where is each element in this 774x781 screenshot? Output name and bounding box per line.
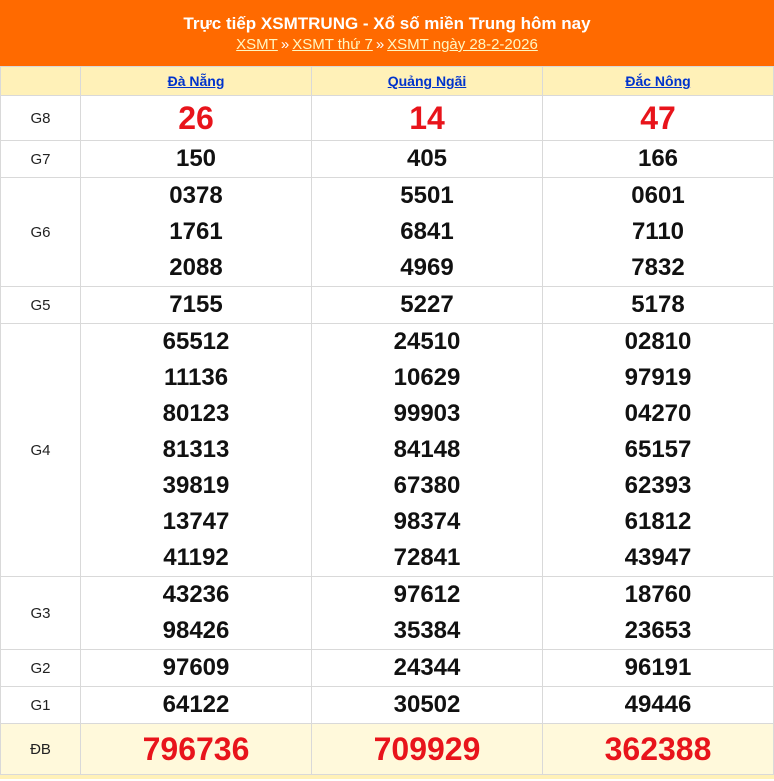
prize-number: 98374 — [393, 508, 461, 535]
prize-label: ĐB — [1, 724, 81, 775]
prize-number: 4969 — [400, 254, 454, 281]
province-header — [81, 67, 312, 96]
prize-cell — [543, 96, 774, 141]
prize-cell — [312, 287, 543, 324]
breadcrumb-xsmt-date[interactable]: XSMT ngày 28-2-2026 — [387, 36, 538, 53]
prize-number: 1761 — [169, 218, 223, 245]
results-table — [0, 66, 774, 775]
prize-number: 65512 — [162, 328, 230, 355]
prize-number: 362388 — [604, 731, 712, 767]
prize-row-đb — [1, 724, 774, 775]
results-header — [0, 0, 774, 66]
prize-cell — [312, 324, 543, 577]
province-link-dac-nong[interactable]: Đắc Nông — [625, 73, 691, 89]
prize-number: 65157 — [624, 436, 692, 463]
prize-number: 84148 — [393, 436, 461, 463]
prize-number: 7832 — [631, 254, 685, 281]
breadcrumb-separator: » — [375, 36, 385, 53]
prize-cell — [312, 687, 543, 724]
prize-number: 405 — [406, 145, 448, 172]
province-header — [312, 67, 543, 96]
prize-number: 35384 — [393, 617, 461, 644]
prize-cell — [543, 141, 774, 178]
prize-row-g2 — [1, 650, 774, 687]
breadcrumb-xsmt-thu7[interactable]: XSMT thứ 7 — [292, 36, 373, 53]
prize-number: 23653 — [624, 617, 692, 644]
prize-cell — [543, 287, 774, 324]
prize-number: 6841 — [400, 218, 454, 245]
province-link-quang-ngai[interactable]: Quảng Ngãi — [387, 73, 467, 89]
prize-cell — [312, 96, 543, 141]
prize-number: 796736 — [142, 731, 250, 767]
prize-number: 41192 — [163, 544, 229, 571]
breadcrumb-separator: » — [280, 36, 290, 53]
prize-number: 43236 — [162, 581, 230, 608]
prize-number: 0378 — [169, 182, 223, 209]
province-header — [543, 67, 774, 96]
prize-number: 13747 — [162, 508, 230, 535]
prize-number: 24344 — [393, 654, 461, 681]
prize-number: 81313 — [162, 436, 230, 463]
prize-label: G7 — [1, 141, 81, 178]
prize-number: 98426 — [162, 617, 230, 644]
province-link-da-nang[interactable]: Đà Nẵng — [167, 73, 225, 89]
prize-label: G3 — [1, 577, 81, 650]
prize-label: G8 — [1, 96, 81, 141]
prize-number: 39819 — [162, 472, 230, 499]
prize-number: 5501 — [400, 182, 454, 209]
prize-cell — [81, 178, 312, 287]
prize-cell — [312, 141, 543, 178]
prize-label: G5 — [1, 287, 81, 324]
prize-row-g6 — [1, 178, 774, 287]
prize-cell — [543, 324, 774, 577]
breadcrumb-xsmt[interactable]: XSMT — [236, 36, 278, 53]
prize-number: 14 — [409, 100, 445, 136]
prize-number: 97609 — [162, 654, 230, 681]
prize-row-g5 — [1, 287, 774, 324]
prize-label: G6 — [1, 178, 81, 287]
prize-cell — [543, 577, 774, 650]
prize-cell — [543, 178, 774, 287]
prize-number: 166 — [637, 145, 679, 172]
prize-number: 61812 — [624, 508, 692, 535]
prize-number: 5178 — [631, 291, 685, 318]
prize-number: 64122 — [162, 691, 230, 718]
prize-cell — [81, 650, 312, 687]
prize-label: G1 — [1, 687, 81, 724]
prize-label: G4 — [1, 324, 81, 577]
prize-number: 02810 — [624, 328, 692, 355]
prize-cell — [81, 724, 312, 775]
prize-cell — [312, 178, 543, 287]
prize-number: 150 — [175, 145, 217, 172]
prize-cell — [81, 96, 312, 141]
prize-cell — [81, 687, 312, 724]
prize-number: 26 — [178, 100, 214, 136]
prize-cell — [81, 141, 312, 178]
prize-rows — [1, 96, 774, 775]
page-title: Trực tiếp XSMTRUNG - Xổ số miền Trung hôm nay — [183, 14, 591, 33]
prize-number: 709929 — [373, 731, 481, 767]
prize-number: 24510 — [393, 328, 461, 355]
prize-number: 0601 — [631, 182, 685, 209]
prize-number: 18760 — [624, 581, 692, 608]
prize-row-g3 — [1, 577, 774, 650]
prize-cell — [543, 650, 774, 687]
prize-number: 04270 — [624, 400, 692, 427]
prize-number: 62393 — [624, 472, 692, 499]
prize-cell — [543, 724, 774, 775]
prize-number: 97919 — [624, 364, 692, 391]
prize-number: 7155 — [169, 291, 223, 318]
corner-cell — [1, 67, 81, 96]
prize-number: 97612 — [393, 581, 461, 608]
prize-number: 11136 — [163, 364, 229, 391]
prize-row-g8 — [1, 96, 774, 141]
prize-number: 49446 — [624, 691, 692, 718]
prize-number: 10629 — [393, 364, 461, 391]
breadcrumb — [0, 35, 774, 55]
prize-row-g1 — [1, 687, 774, 724]
prize-cell — [312, 724, 543, 775]
prize-cell — [312, 650, 543, 687]
prize-cell — [81, 577, 312, 650]
prize-number: 5227 — [400, 291, 454, 318]
prize-number: 80123 — [162, 400, 230, 427]
prize-number: 99903 — [393, 400, 461, 427]
prize-number: 30502 — [393, 691, 461, 718]
prize-number: 67380 — [393, 472, 461, 499]
prize-cell — [81, 324, 312, 577]
prize-number: 47 — [640, 100, 676, 136]
prize-cell — [312, 577, 543, 650]
table-footer-strip — [0, 775, 774, 779]
prize-row-g4 — [1, 324, 774, 577]
prize-row-g7 — [1, 141, 774, 178]
province-header-row — [1, 67, 774, 96]
prize-cell — [543, 687, 774, 724]
prize-cell — [81, 287, 312, 324]
prize-number: 72841 — [393, 544, 461, 571]
prize-number: 7110 — [631, 218, 685, 245]
prize-number: 43947 — [624, 544, 692, 571]
prize-label: G2 — [1, 650, 81, 687]
prize-number: 2088 — [169, 254, 223, 281]
prize-number: 96191 — [624, 654, 692, 681]
